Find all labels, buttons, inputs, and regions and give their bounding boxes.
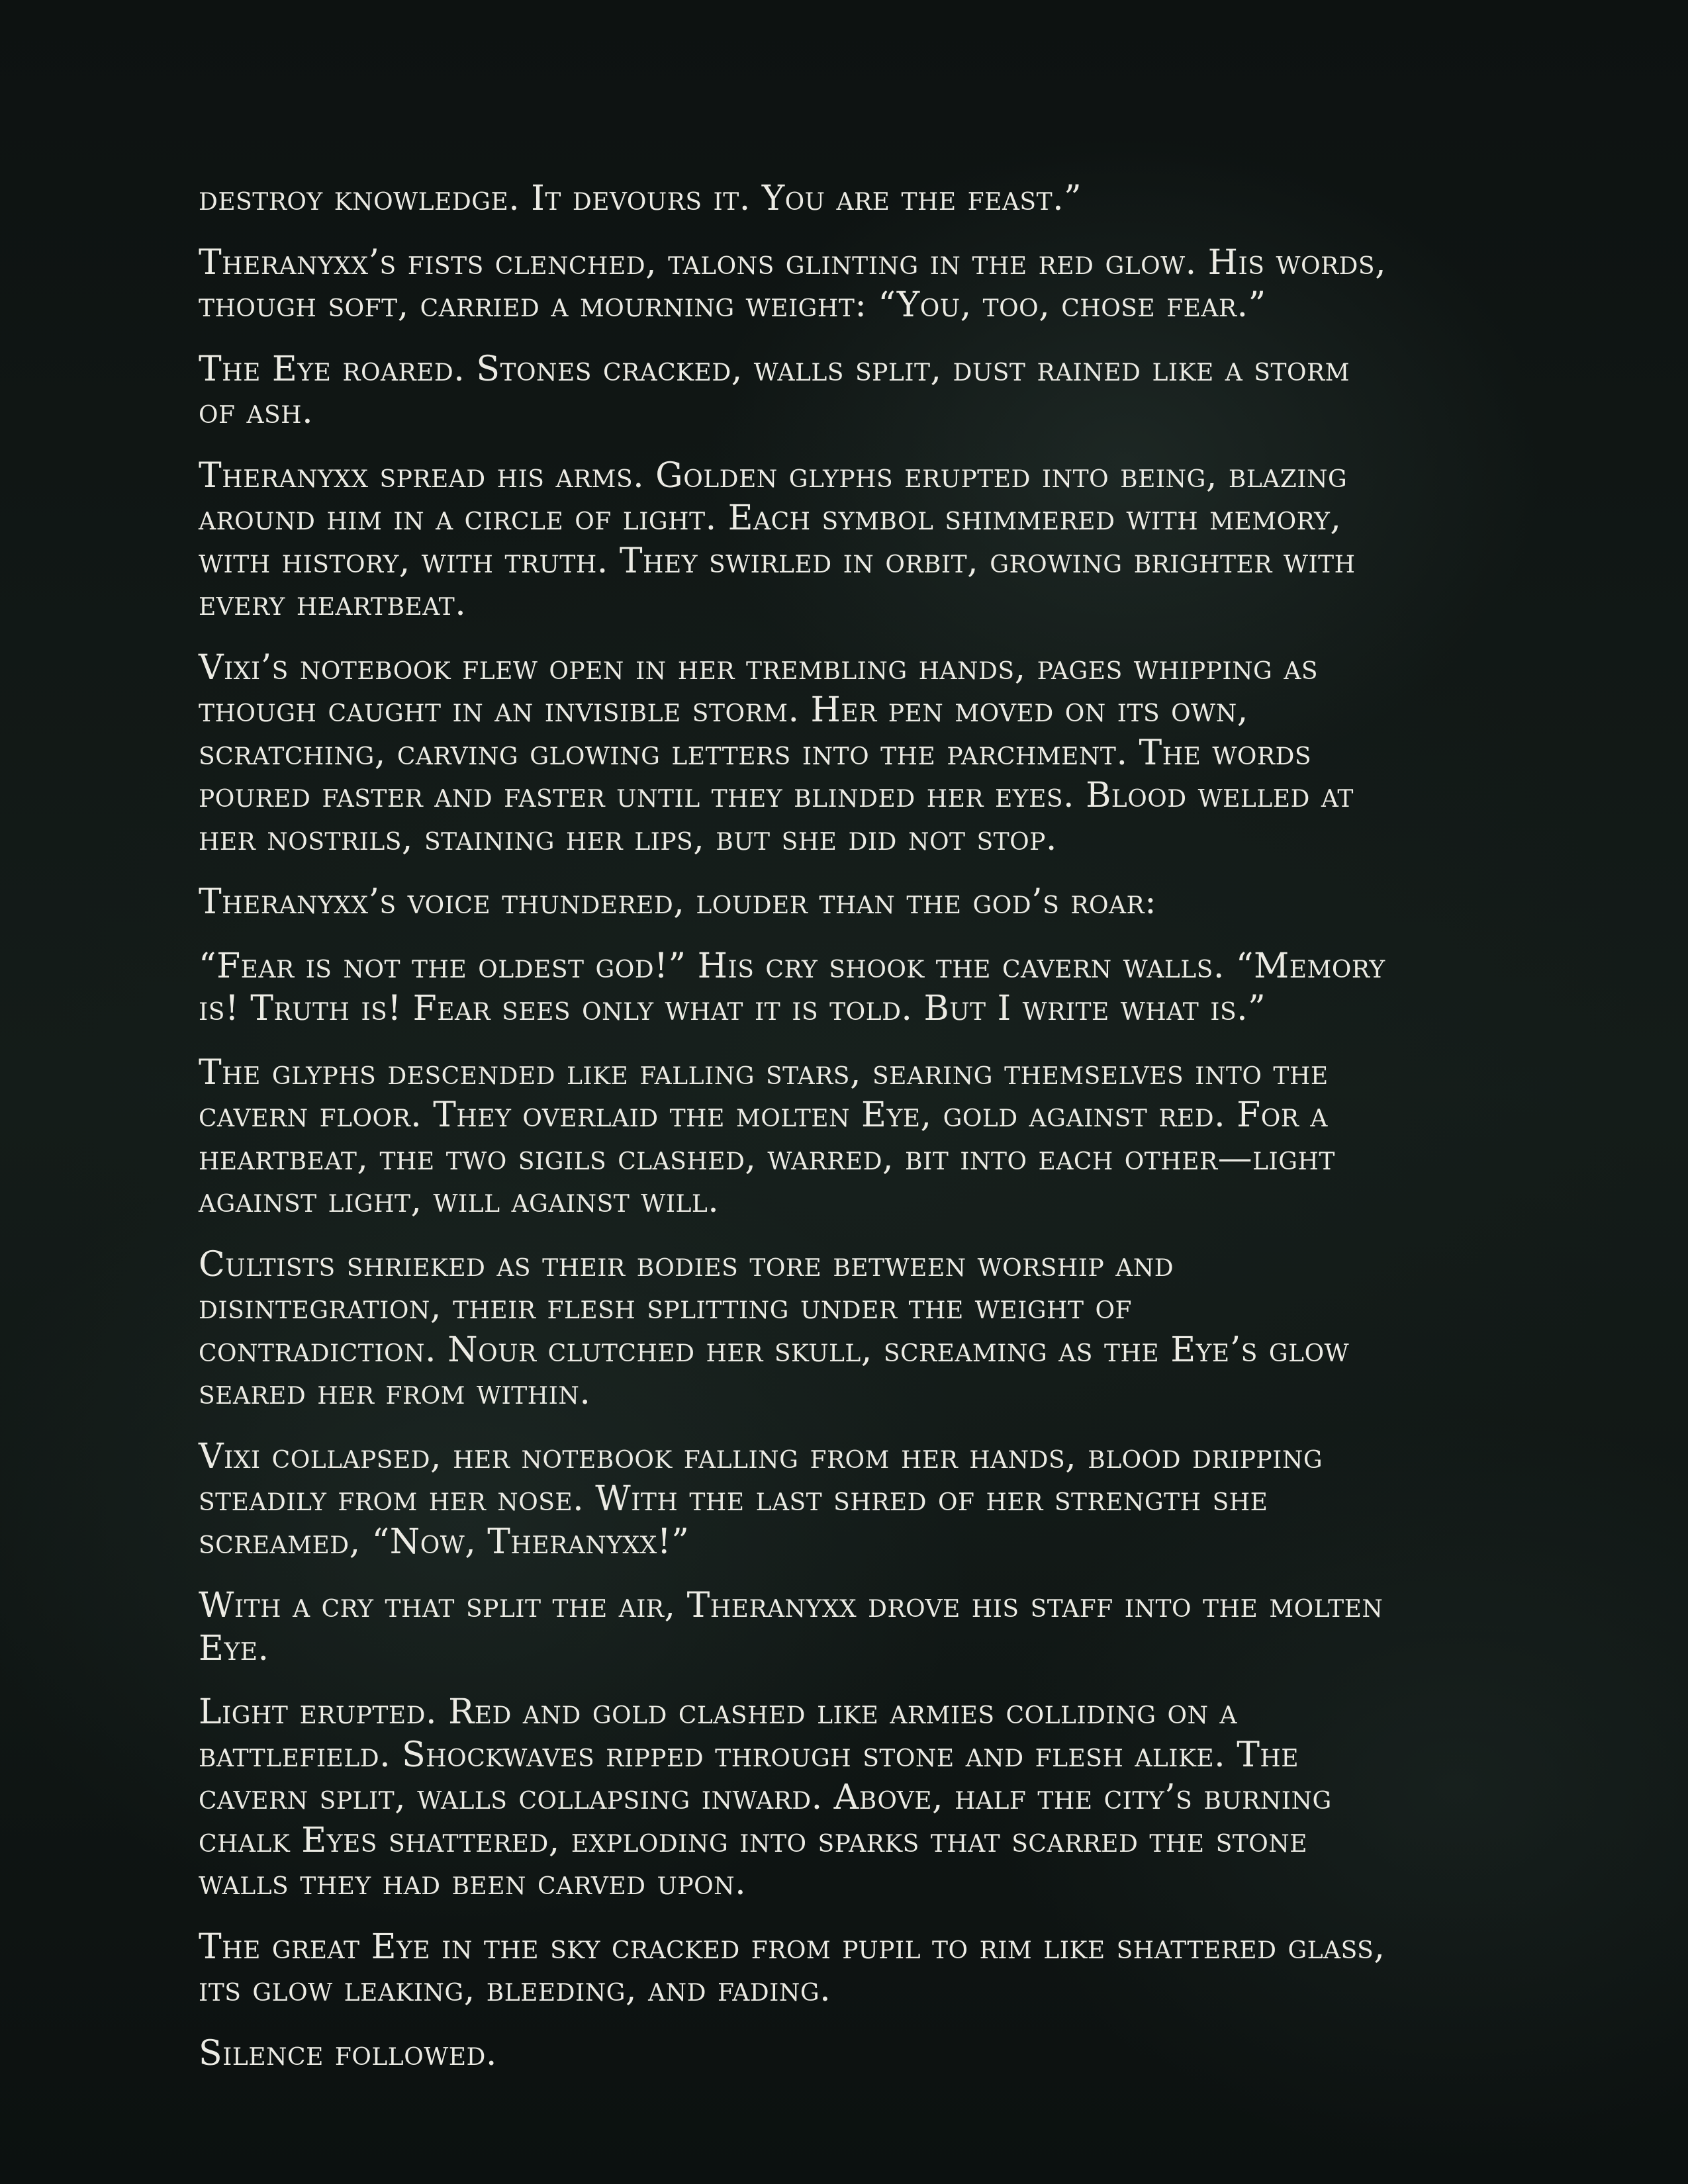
paragraph: Vixi’s notebook flew open in her trembling hands, pages whipping as though caught in an invisible storm. Her pen moved on its own, scratching, carving glowing letters into the parchment. The words poured faster and faster until they blinded her eyes. Blood welled at her nostrils, staining her lips, but she did not stop.	[199, 647, 1354, 858]
paragraph: The great Eye in the sky cracked from pupil to rim like shattered glass, its glow leaking, bleeding, and fading.	[199, 1927, 1385, 2009]
paragraph: “Fear is not the oldest god!” His cry shook the cavern walls. “Memory is! Truth is! Fear sees only what it is told. But I write what is.”	[199, 946, 1385, 1028]
paragraph: Theranyxx’s fists clenched, talons glinting in the red glow. His words, though soft, carried a mourning weight: “You, too, chose fear.”	[199, 242, 1387, 325]
story-text	[199, 177, 1496, 2096]
paragraph: Cultists shrieked as their bodies tore between worship and disintegration, their flesh splitting under the weight of contradiction. Nour clutched her skull, screaming as the Eye’s glow seared her from within.	[199, 1244, 1350, 1412]
paragraph: Theranyxx spread his arms. Golden glyphs erupted into being, blazing around him in a circle of light. Each symbol shimmered with memory, with history, with truth. They swirled in orbit, growing brighter with every heartbeat.	[199, 455, 1356, 623]
paragraph: Light erupted. Red and gold clashed like armies colliding on a battlefield. Shockwaves ripped through stone and flesh alike. The cavern split, walls collapsing inward. Above, half the city’s burning chalk Eyes shattered, exploding into sparks that scarred the stone walls they had been carved upon.	[199, 1692, 1332, 1903]
paragraph: destroy knowledge. It devours it. You are the feast.”	[199, 179, 1082, 218]
paragraph: The glyphs descended like falling stars, searing themselves into the cavern floor. They overlaid the molten Eye, gold against red. For a heartbeat, the two sigils clashed, warred, bit into each other—light against light, will against will.	[199, 1052, 1335, 1220]
paragraph: With a cry that split the air, Theranyxx drove his staff into the molten Eye.	[199, 1586, 1383, 1668]
paragraph: The Eye roared. Stones cracked, walls split, dust rained like a storm of ash.	[199, 349, 1350, 432]
paragraph: Silence followed.	[199, 2033, 497, 2073]
paragraph: Theranyxx’s voice thundered, louder than the god’s roar:	[199, 882, 1157, 922]
paragraph: Vixi collapsed, her notebook falling from her hands, blood dripping steadily from her nose. With the last shred of her strength she screamed, “Now, Theranyxx!”	[199, 1436, 1323, 1562]
